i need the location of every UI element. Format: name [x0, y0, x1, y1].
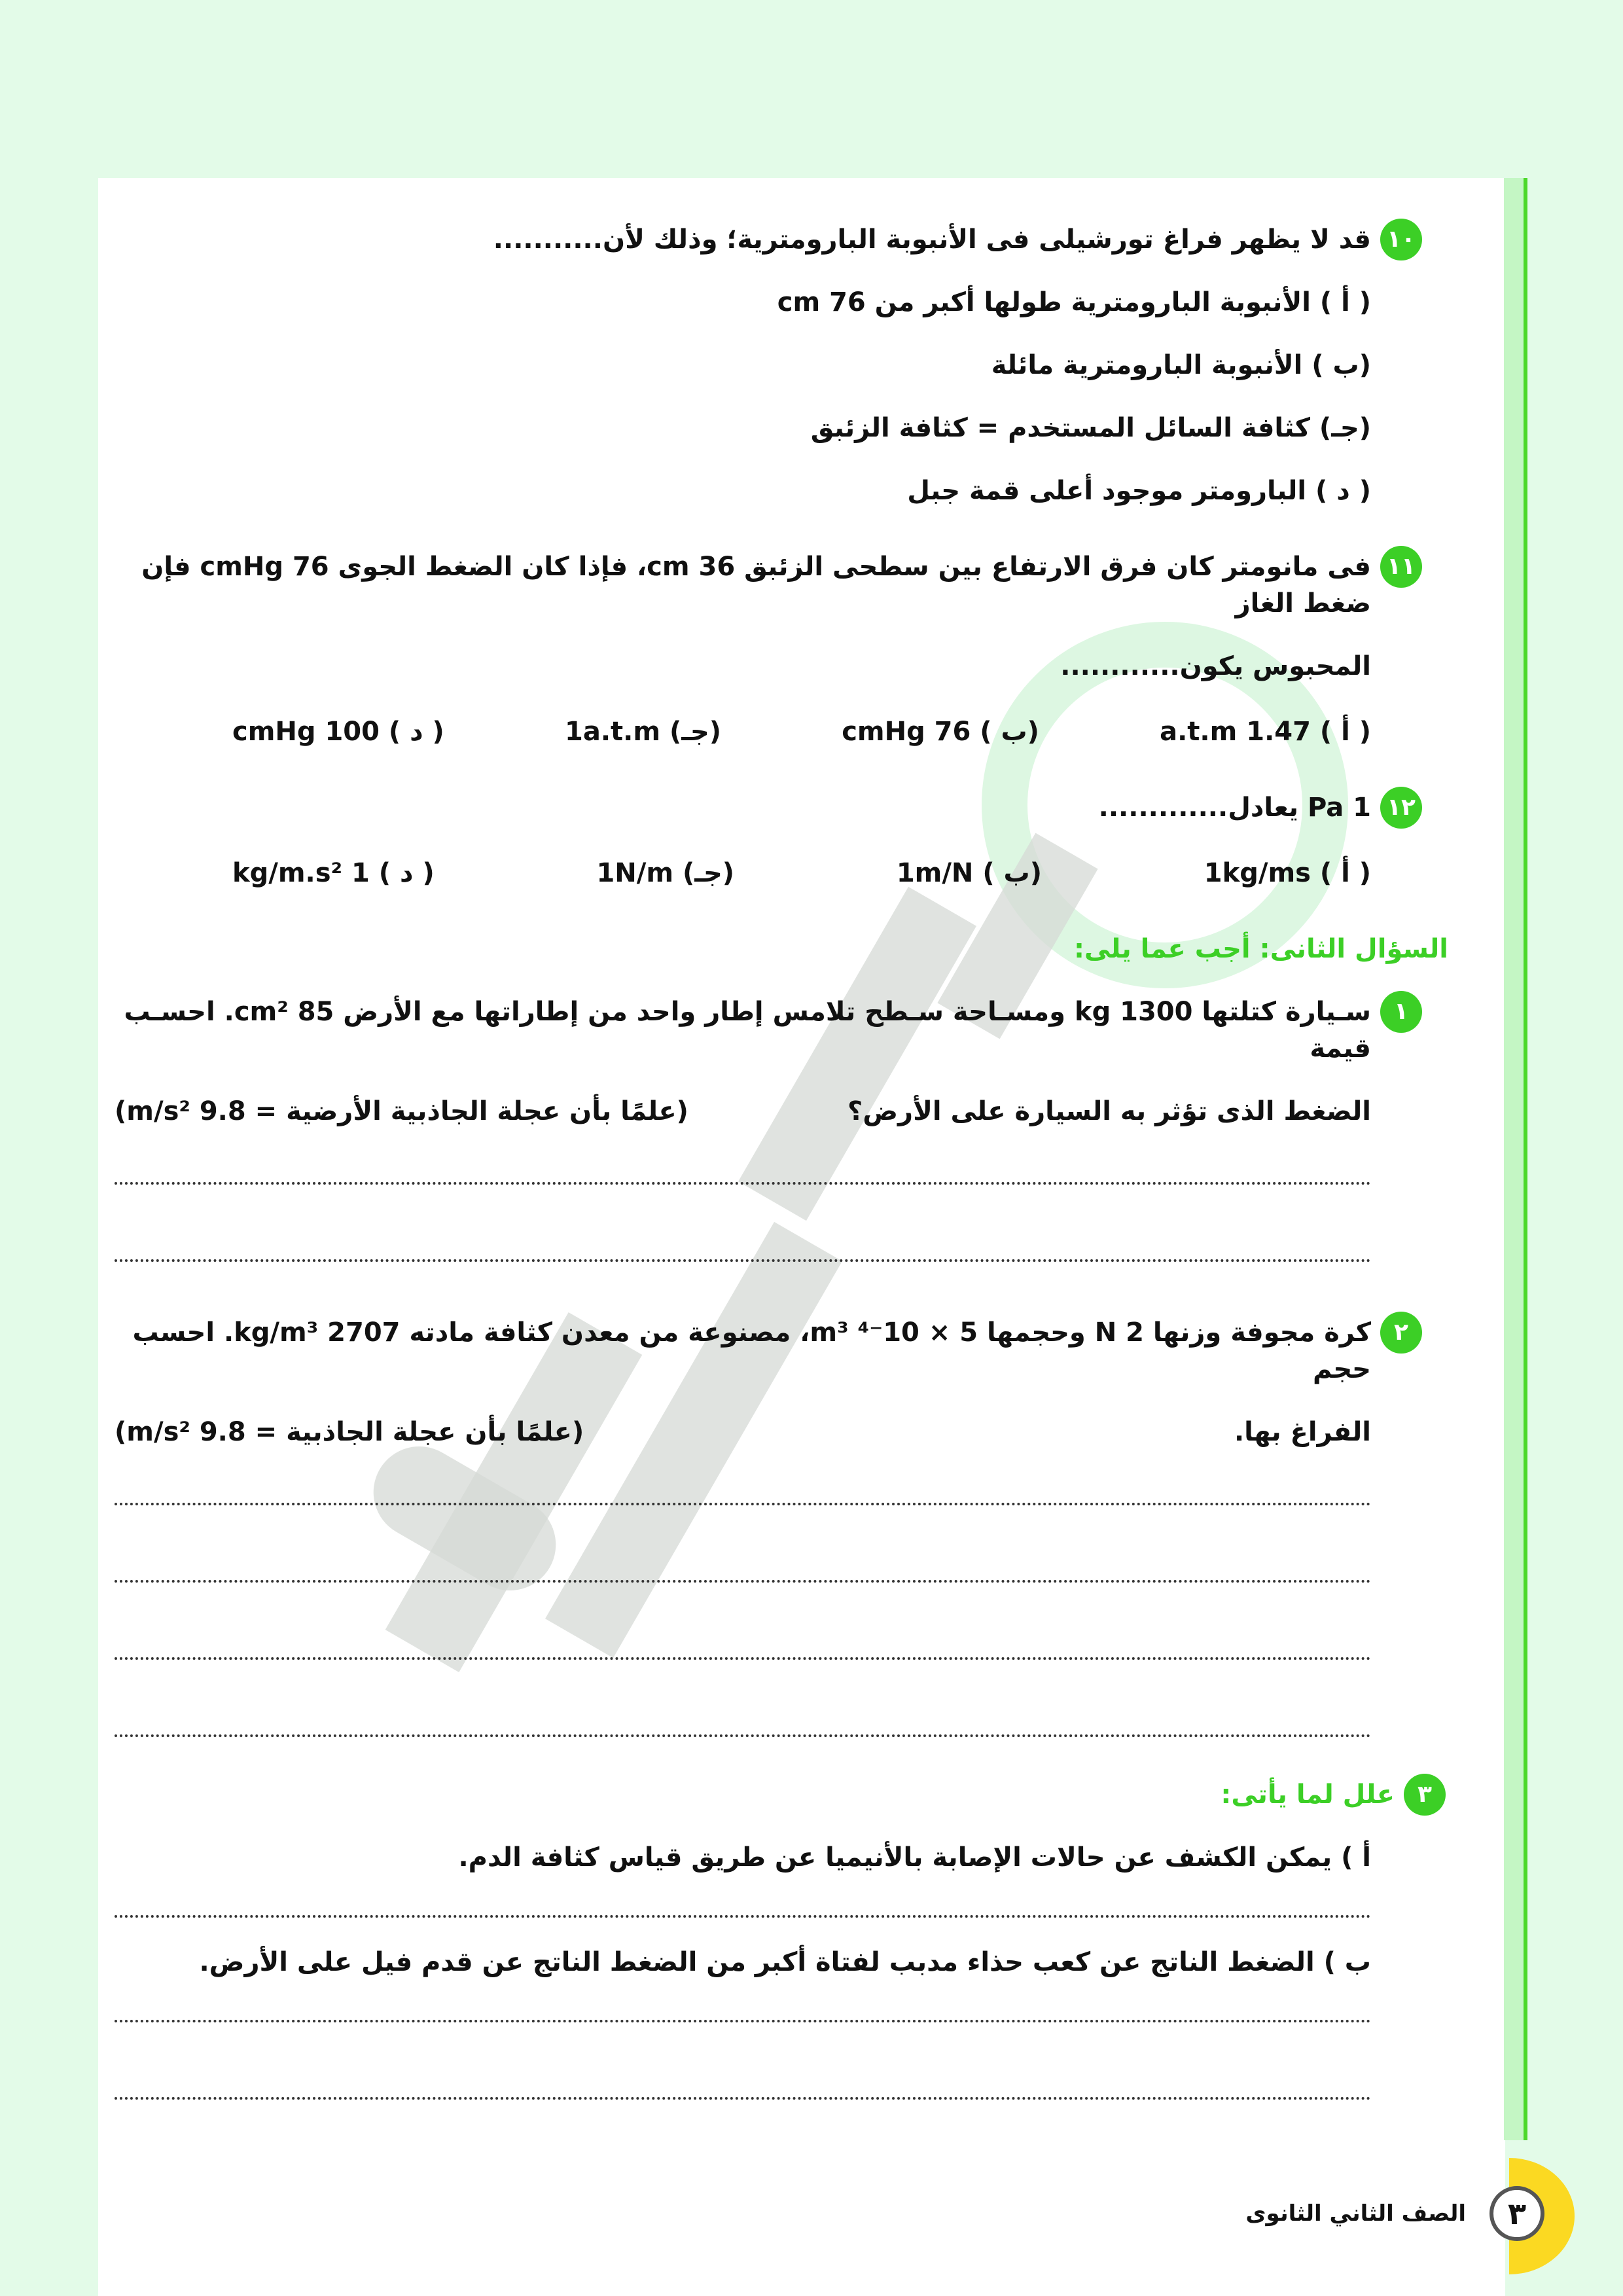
- answer-line[interactable]: [115, 1259, 1371, 1262]
- option-a: ( أ ) 1kg/ms: [1204, 858, 1371, 888]
- problem-number-badge: ١: [1380, 991, 1422, 1033]
- question-number-badge: ١٠: [1380, 219, 1422, 260]
- question-12-text: 1 Pa يعادل.............: [1098, 793, 1371, 823]
- grade-label: الصف الثاني الثانوى: [1245, 2200, 1466, 2227]
- question-11-text-cont: المحبوس يكون............: [1060, 651, 1371, 681]
- option-a: ( أ ) 1.47 a.t.m: [1160, 717, 1371, 747]
- question-12-options: [115, 855, 1371, 891]
- worksheet-content: [115, 221, 1448, 2174]
- answer-line[interactable]: [115, 1915, 1371, 1918]
- problem-1-text-cont: الضغط الذى تؤثر به السيارة على الأرض؟: [847, 1096, 1371, 1126]
- problem-2-text-cont: الفراغ بها.: [1234, 1417, 1371, 1447]
- option-a: ( أ ) الأنبوبة البارومترية طولها أكبر من 76 cm: [777, 287, 1371, 317]
- question-11-text: فى مانومتر كان فرق الارتفاع بين سطحى الزئبق 36 cm، فإذا كان الضغط الجوى 76 cmHg فإن ضغط الغاز: [141, 552, 1371, 619]
- answer-line[interactable]: [115, 1734, 1371, 1737]
- question-number-badge: ١٢: [1380, 787, 1422, 829]
- problem-1-note: (علمًا بأن عجلة الجاذبية الأرضية = 9.8 m/s²): [115, 1096, 688, 1126]
- option-c: (جـ) كثافة السائل المستخدم = كثافة الزئبق: [810, 413, 1371, 443]
- answer-line[interactable]: [115, 1182, 1371, 1185]
- question-11-options: [115, 713, 1371, 750]
- problem-2-second-line: [115, 1414, 1371, 1450]
- question-11: [115, 548, 1416, 622]
- problem-number-badge: ٣: [1404, 1774, 1446, 1816]
- problem-3a-text: أ ) يمكن الكشف عن حالات الإصابة بالأنيميا عن طريق قياس كثافة الدم.: [458, 1842, 1371, 1873]
- problem-1-second-line: [115, 1093, 1371, 1130]
- problem-1-text: سـيارة كتلتها 1300 kg ومسـاحة سـطح تلامس إطار واحد من إطاراتها مع الأرض 85 cm². احسـب قيمة: [124, 997, 1371, 1064]
- problem-2: [115, 1314, 1408, 1388]
- option-c: (جـ) 1N/m: [596, 858, 735, 888]
- question-12: [115, 789, 1416, 826]
- answer-line[interactable]: [115, 1657, 1371, 1660]
- answer-line[interactable]: [115, 2097, 1371, 2100]
- option-d: ( د ) 100 cmHg: [232, 717, 444, 747]
- question-number-badge: ١١: [1380, 546, 1422, 588]
- problem-1: [115, 994, 1408, 1067]
- page-number: ٣: [1489, 2186, 1544, 2241]
- problem-3-heading: علل لما يأتى:: [1221, 1780, 1395, 1810]
- option-b: (ب ) 1m/N: [896, 858, 1043, 888]
- answer-line[interactable]: [115, 2020, 1371, 2022]
- problem-number-badge: ٢: [1380, 1312, 1422, 1354]
- question-10-text: قد لا يظهر فراغ تورشيلى فى الأنبوبة البارومترية؛ وذلك لأن...........: [493, 224, 1371, 255]
- problem-3b-text: ب ) الضغط الناتج عن كعب حذاء مدبب لفتاة أكبر من الضغط الناتج عن قدم فيل على الأرض.: [199, 1947, 1371, 1977]
- section-heading: السؤال الثانى: أجب عما يلى:: [1073, 934, 1448, 964]
- problem-3: [115, 1776, 1432, 1813]
- side-bar: [1504, 178, 1527, 2140]
- option-c: (جـ) 1a.t.m: [565, 717, 722, 747]
- problem-2-text: كرة مجوفة وزنها 2 N وحجمها 5 × 10⁻⁴ m³، مصنوعة من معدن كثافة مادته 2707 kg/m³. احسب حجم: [132, 1318, 1371, 1384]
- option-d: ( د ) 1 kg/m.s²: [232, 858, 435, 888]
- question-10: [115, 221, 1416, 258]
- option-b: (ب ) 76 cmHg: [842, 717, 1039, 747]
- answer-line[interactable]: [115, 1580, 1371, 1583]
- answer-line[interactable]: [115, 1503, 1371, 1505]
- option-b: (ب ) الأنبوبة البارومترية مائلة: [991, 350, 1371, 380]
- problem-2-note: (علمًا بأن عجلة الجاذبية = 9.8 m/s²): [115, 1417, 584, 1447]
- option-d: ( د ) البارومتر موجود أعلى قمة جبل: [907, 476, 1371, 506]
